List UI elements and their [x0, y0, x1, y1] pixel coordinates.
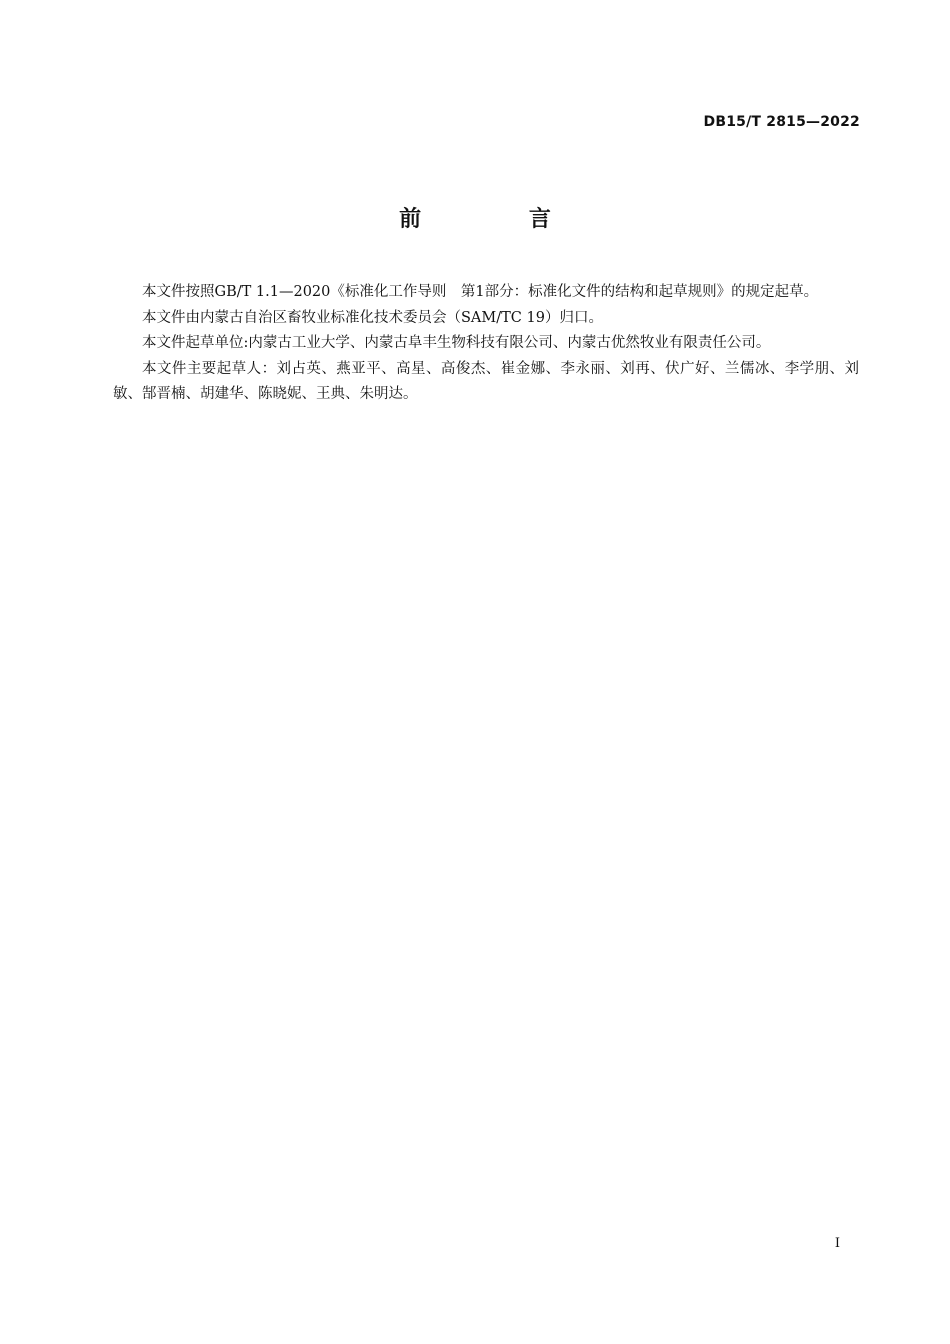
- paragraph-drafters: 本文件主要起草人：刘占英、燕亚平、高星、高俊杰、崔金娜、李永丽、刘再、伏广好、兰儒冰、李学朋、刘敏、郜晋楠、胡建华、陈晓妮、王典、朱明达。: [113, 360, 859, 402]
- foreword-body: [113, 280, 859, 408]
- page-number: I: [834, 1236, 840, 1251]
- document-code: DB15/T 2815—2022: [703, 114, 860, 130]
- page-title: 前 言: [399, 207, 601, 232]
- paragraph-drafting-rules: 本文件按照GB/T 1.1—2020《标准化工作导则 第1部分：标准化文件的结构和起草规则》的规定起草。: [142, 284, 819, 300]
- paragraph-committee: 本文件由内蒙古自治区畜牧业标准化技术委员会（SAM/TC 19）归口。: [142, 309, 603, 326]
- paragraph-drafting-units: 本文件起草单位:内蒙古工业大学、内蒙古阜丰生物科技有限公司、内蒙古优然牧业有限责任公司。: [142, 335, 771, 351]
